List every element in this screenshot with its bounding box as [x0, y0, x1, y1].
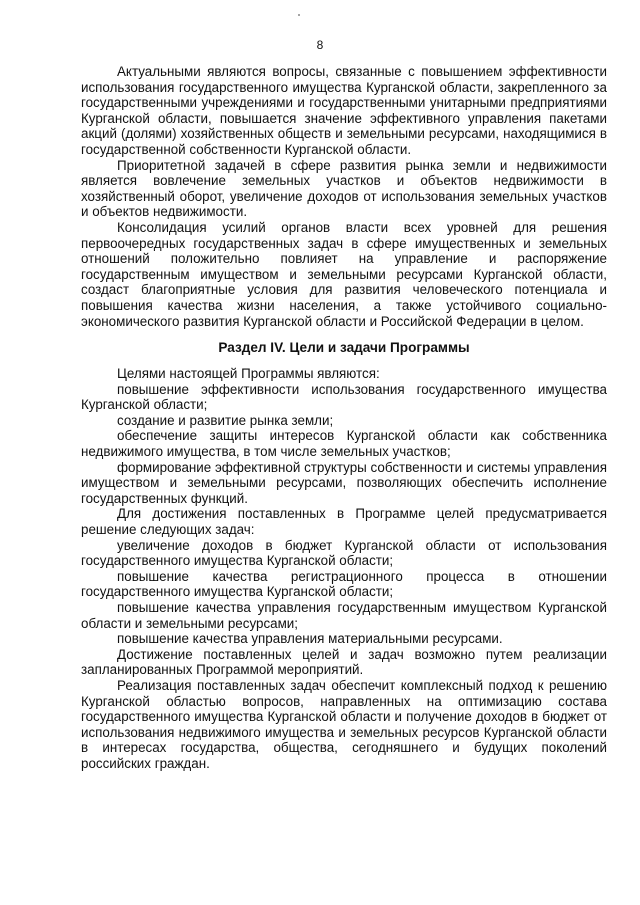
list-item: создание и развитие рынка земли;	[117, 412, 334, 428]
paragraph: Для достижения поставленных в Программе целей предусматривается решение следующих задач:	[81, 506, 607, 538]
list-item: повышение качества управления государственным имуществом Курганской области и земельными ресурсами;	[81, 600, 607, 631]
list-item: повышение качества регистрационного процесса в отношении государственного имущества Курганской области;	[81, 568, 607, 600]
list-item: обеспечение защиты интересов Курганской области как собственника недвижимого имущества, в том числе земельных участков;	[81, 428, 607, 460]
document-body	[81, 64, 607, 772]
paragraph: Приоритетной задачей в сфере развития рынка земли и недвижимости является вовлечение земельных участков и объектов недвижимости в хозяйственный оборот, увеличение доходов от использования земельных участков и объектов недвижимости.	[81, 157, 607, 220]
paragraph: Достижение поставленных целей и задач возможно путем реализации запланированных Программой мероприятий.	[81, 646, 607, 678]
list-item: повышение качества управления материальными ресурсами.	[117, 631, 503, 647]
list-item: увеличение доходов в бюджет Курганской области от использования государственного имущества Курганской области;	[81, 537, 607, 569]
paragraph: Актуальными являются вопросы, связанные с повышением эффективности использования государственного имущества Курганской области, закрепленного за государственными учреждениями и государственными унитарными предприятиями Курганской области, повышается значение эффективного управления пакетами акций (долями) хозяйственных обществ и земельными ресурсами, находящимися в государственной собственности Курганской области.	[81, 64, 607, 157]
page-number: 8	[316, 38, 324, 52]
paragraph: Консолидация усилий органов власти всех уровней для решения первоочередных государственных задач в сфере имущественных и земельных отношений положительно повлияет на управление и распоряжение государственным имуществом и земельными ресурсами Курганской области, создаст благоприятные условия для развития человеческого потенциала и повышения качества жизни населения, а также устойчивого социально-экономического развития Курганской области и Российской Федерации в целом.	[81, 219, 607, 329]
paragraph: Целями настоящей Программы являются:	[117, 366, 380, 382]
paragraph: Реализация поставленных задач обеспечит комплексный подход к решению Курганской областью вопросов, направленных на оптимизацию состава государственного имущества Курганской области и получение доходов в бюджет от использования недвижимого имущества и земельных ресурсов Курганской области в интересах государства, общества, сегодняшнего и будущих поколений российских граждан.	[81, 677, 607, 771]
list-item: повышение эффективности использования государственного имущества Курганской области;	[81, 381, 607, 413]
scan-dot	[298, 14, 300, 16]
list-item: формирование эффективной структуры собственности и системы управления имуществом и земельными ресурсами, позволяющих обеспечить исполнение государственных функций.	[81, 459, 607, 506]
section-heading: Раздел IV. Цели и задачи Программы	[218, 340, 470, 356]
